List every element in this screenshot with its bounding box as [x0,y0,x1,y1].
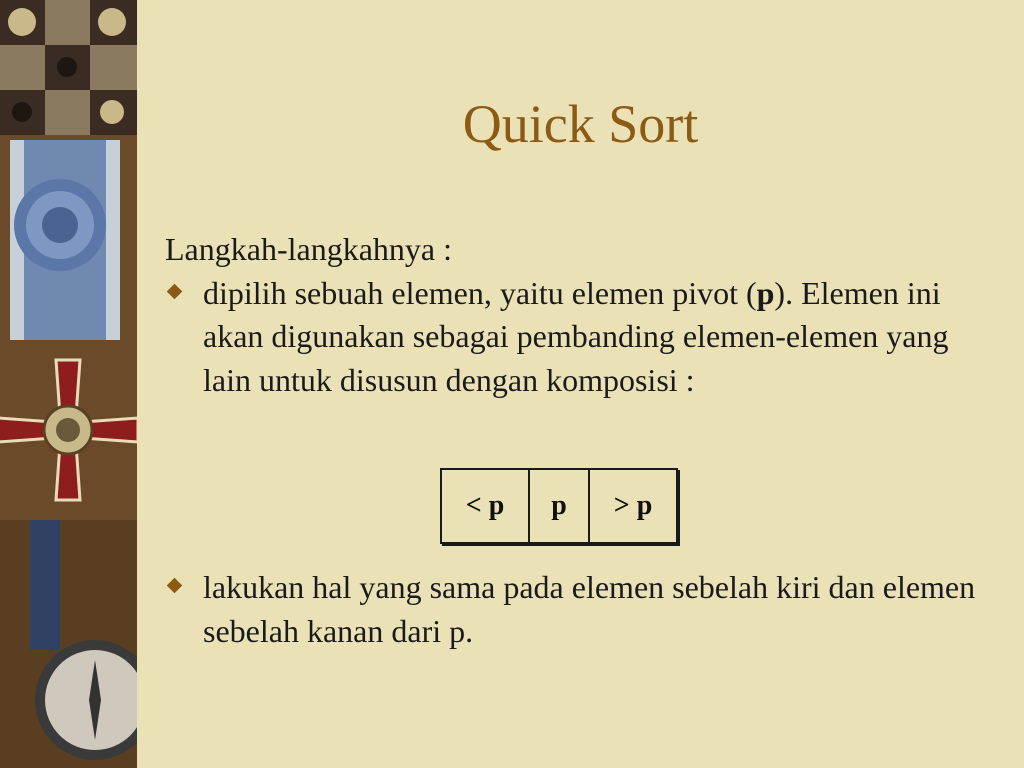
bullet-text-after: ). Elemen ini akan digunakan sebagai pembanding elemen-elemen yang lain untuk disusun dengan komposisi : [203,274,949,398]
pivot-symbol: p [756,274,775,311]
partition-cell-pivot: p [529,469,589,543]
partition-row [441,469,677,543]
diamond-bullet-icon [167,283,183,299]
bullet-text-recurse: lakukan hal yang sama pada elemen sebelah kiri dan elemen sebelah kanan dari p. [203,569,976,649]
slide-body [165,228,985,402]
slide-body-lower [165,566,985,653]
diamond-bullet-icon [167,578,183,594]
partition-cell-greater: > p [589,469,677,543]
slide-title: Quick Sort [462,94,699,154]
partition-cell-less: < p [441,469,529,543]
bullet-item-recurse [165,566,985,653]
intro-text: Langkah-langkahnya : [165,231,452,267]
bullet-item-pivot [165,272,985,403]
decorative-medal-image [0,0,137,768]
partition-table [440,468,678,544]
bullet-text-before: dipilih sebuah elemen, yaitu elemen pivot ( [203,274,757,311]
